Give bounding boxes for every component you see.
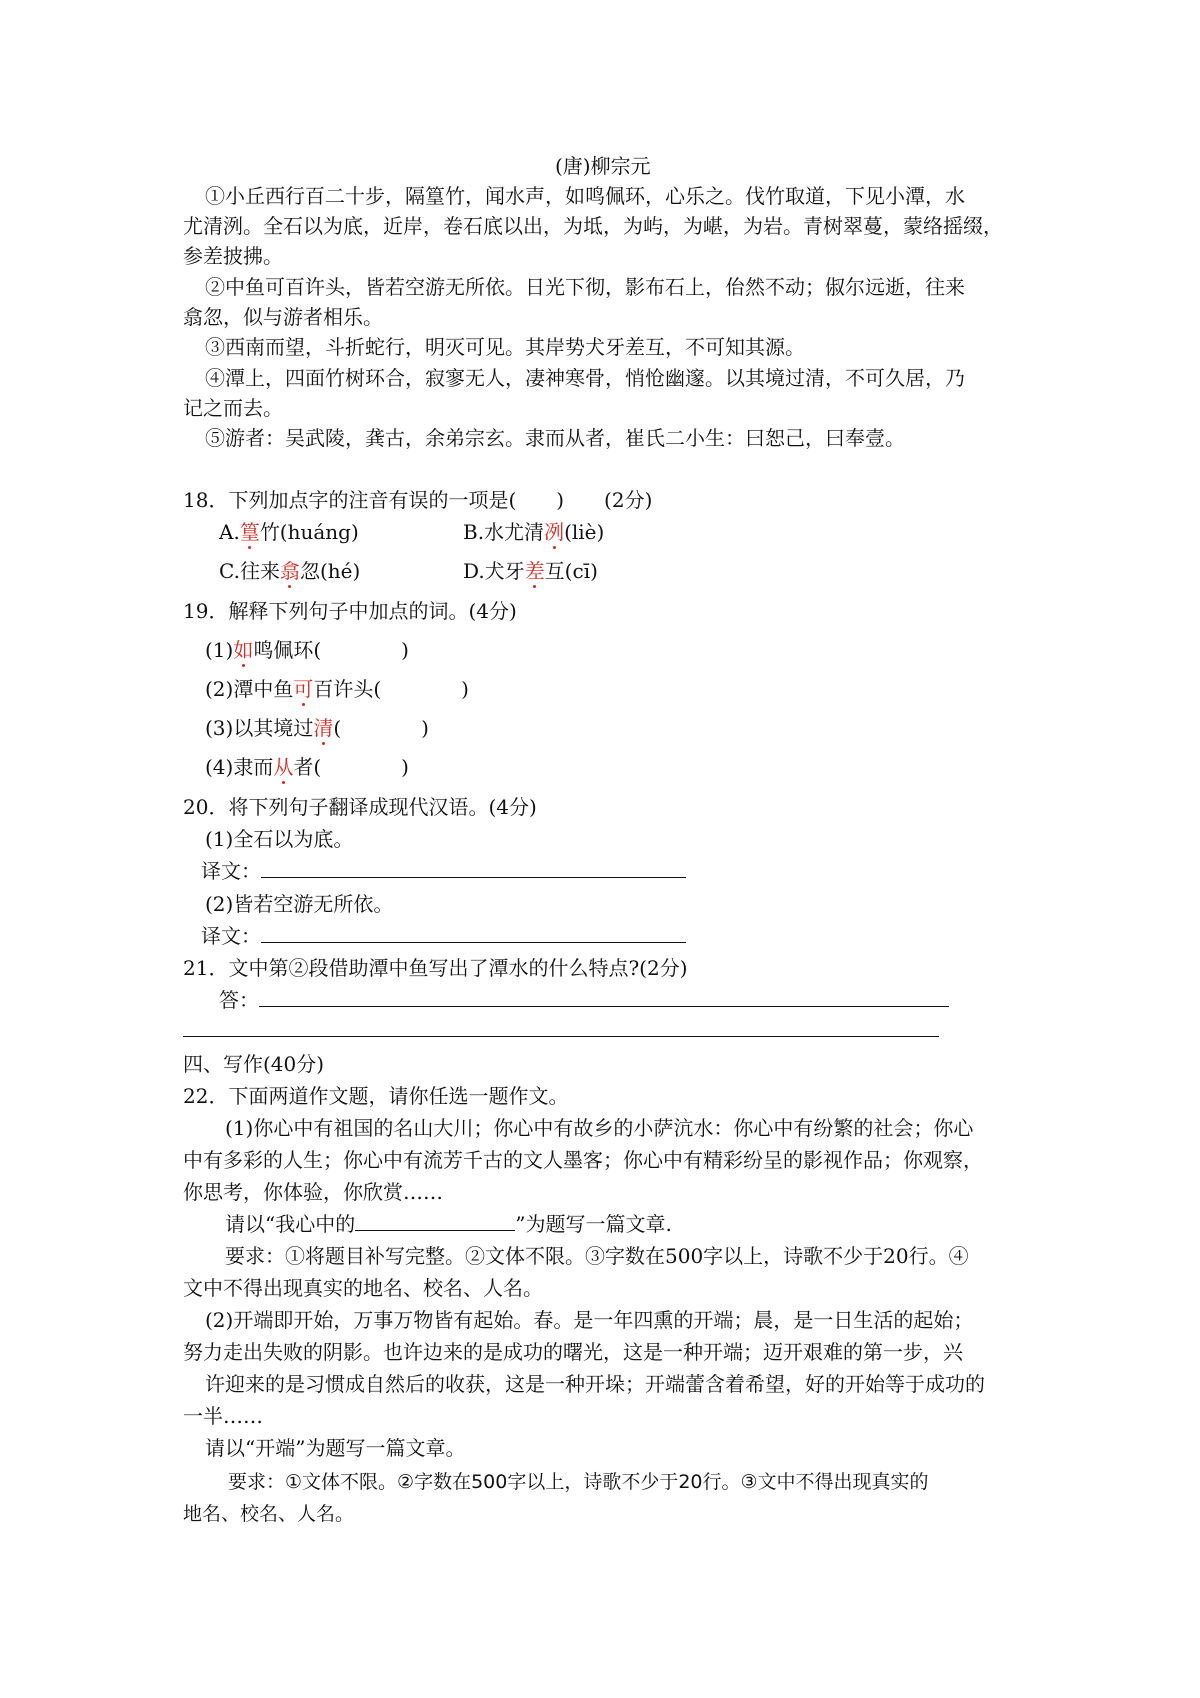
q22-stem: 22．下面两道作文题，请你任选一题作文。 <box>183 1084 569 1108</box>
dotted-char: 翕 <box>279 559 300 583</box>
option-a-suffix: 竹(huáng) <box>259 520 359 544</box>
q22-topic2-prompt: 请以“开端”为题写一篇文章。 <box>205 1436 466 1460</box>
q22-topic2-requirements-line2: 地名、校名、人名。 <box>183 1503 355 1525</box>
passage-p1-line1: ①小丘西行百二十步，隔篁竹，闻水声，如鸣佩环，心乐之。伐竹取道，下见小潭，水 <box>205 184 965 208</box>
section-4-heading: 四、写作(40分) <box>183 1052 325 1076</box>
answer-label: 答： <box>219 988 259 1012</box>
answer-2-blank[interactable] <box>261 922 686 943</box>
q21-answer-blank[interactable] <box>259 986 949 1007</box>
title-blank[interactable] <box>355 1210 515 1231</box>
q20-sentence-2: (2)皆若空游无所依。 <box>205 892 394 916</box>
q19-item-3 <box>205 714 429 742</box>
q20-sentence-1: (1)全石以为底。 <box>205 827 354 851</box>
option-c-suffix: 忽(hé) <box>299 559 361 583</box>
q22-topic2-requirements-line1: 要求：①文体不限。②字数在500字以上，诗歌不少于20行。③文中不得出现真实的 <box>228 1471 929 1493</box>
prompt-prefix: 请以“我心中的 <box>225 1212 356 1236</box>
q22-topic1-requirements-line1: 要求：①将题目补写完整。②文体不限。③字数在500字以上，诗歌不少于20行。④ <box>225 1244 969 1268</box>
option-c-prefix: C.往来 <box>219 559 280 583</box>
q22-topic1-line1: (1)你心中有祖国的名山大川；你心中有故乡的小萨沆水：你心中有纷繁的社会；你心 <box>225 1116 974 1140</box>
q21-answer <box>219 986 949 1014</box>
dotted-char: 清 <box>313 716 334 740</box>
dotted-char: 从 <box>273 755 294 779</box>
dotted-char: 如 <box>233 638 254 662</box>
prompt-suffix: ”为题写一篇文章. <box>515 1212 672 1236</box>
q18-option-d <box>463 557 598 585</box>
item-suffix: 百许头( ) <box>313 677 469 701</box>
answer-label: 译文： <box>201 924 261 948</box>
q22-topic1-line2: 中有多彩的人生；你心中有流芳千古的文人墨客；你心中有精彩纷呈的影视作品；你观察， <box>183 1148 983 1172</box>
q22-topic2-line2: 努力走出失败的阴影。也许边来的是成功的曙光，这是一种开端；迈开艰难的第一步，兴 <box>183 1340 963 1364</box>
q22-topic2-line1: (2)开端即开始，万事万物皆有起始。春。是一年四熏的开端；晨，是一日生活的起始； <box>205 1308 974 1332</box>
q18-option-b <box>463 518 604 546</box>
q22-topic2-line3: 许迎来的是习惯成自然后的收获，这是一种开垛；开端蕾含着希望，好的开始等于成功的 <box>205 1372 985 1396</box>
passage-p2-line2: 翕忽，似与游者相乐。 <box>183 305 383 329</box>
q20-answer-2 <box>201 922 686 950</box>
option-d-prefix: D.犬牙 <box>463 559 525 583</box>
dotted-char: 差 <box>524 559 545 583</box>
q19-item-2 <box>205 675 469 703</box>
q19-item-4 <box>205 753 409 781</box>
option-b-suffix: (liè) <box>564 520 605 544</box>
option-a-prefix: A. <box>219 520 240 544</box>
q18-option-c <box>219 557 360 585</box>
q22-topic1-prompt <box>225 1210 672 1238</box>
answer-label: 译文： <box>201 859 261 883</box>
q19-stem: 19．解释下列句子中加点的词。(4分) <box>183 599 517 623</box>
item-prefix: (3)以其境过 <box>205 716 314 740</box>
item-suffix: 者( ) <box>293 755 409 779</box>
dotted-char: 冽 <box>544 520 565 544</box>
option-d-suffix: 互(cī) <box>544 559 598 583</box>
q22-topic1-requirements-line2: 文中不得出现真实的地名、校名、人名。 <box>183 1276 543 1300</box>
passage-p1-line3: 参差披拂。 <box>183 244 283 268</box>
passage-p3-line1: ③西南而望，斗折蛇行，明灭可见。其岸势犬牙差互，不可知其源。 <box>205 335 805 359</box>
q21-answer-line-2[interactable] <box>183 1036 939 1037</box>
q22-topic1-line3: 你思考，你体验，你欣赏…… <box>183 1180 443 1204</box>
passage-p2-line1: ②中鱼可百许头，皆若空游无所依。日光下彻，影布石上，佁然不动；俶尔远逝，往来 <box>205 275 965 299</box>
answer-1-blank[interactable] <box>261 857 686 878</box>
author-line: (唐)柳宗元 <box>555 154 651 178</box>
item-prefix: (1) <box>205 638 234 662</box>
passage-p4-line2: 记之而去。 <box>183 396 283 420</box>
q18-stem: 18．下列加点字的注音有误的一项是( ) (2分) <box>183 488 653 512</box>
q21-stem: 21．文中第②段借助潭中鱼写出了潭水的什么特点?(2分) <box>183 956 688 980</box>
item-suffix: ( ) <box>333 716 429 740</box>
item-prefix: (2)潭中鱼 <box>205 677 294 701</box>
dotted-char: 篁 <box>239 520 260 544</box>
q20-stem: 20．将下列句子翻译成现代汉语。(4分) <box>183 795 537 819</box>
passage-p5-line1: ⑤游者：吴武陵，龚古，余弟宗玄。隶而从者，崔氏二小生：曰恕己，曰奉壹。 <box>205 426 905 450</box>
q20-answer-1 <box>201 857 686 885</box>
passage-p4-line1: ④潭上，四面竹树环合，寂寥无人，凄神寒骨，悄怆幽邃。以其境过清，不可久居，乃 <box>205 366 965 390</box>
dotted-char: 可 <box>293 677 314 701</box>
item-prefix: (4)隶而 <box>205 755 274 779</box>
q22-topic2-line4: 一半…… <box>183 1404 263 1428</box>
q19-item-1 <box>205 636 409 664</box>
item-suffix: 鸣佩环( ) <box>253 638 409 662</box>
q18-option-a <box>219 518 359 546</box>
option-b-prefix: B.水尤清 <box>463 520 545 544</box>
passage-p1-line2: 尤清洌。全石以为底，近岸，卷石底以出，为坻，为屿，为嵁，为岩。青树翠蔓，蒙络摇缀， <box>183 214 1003 238</box>
